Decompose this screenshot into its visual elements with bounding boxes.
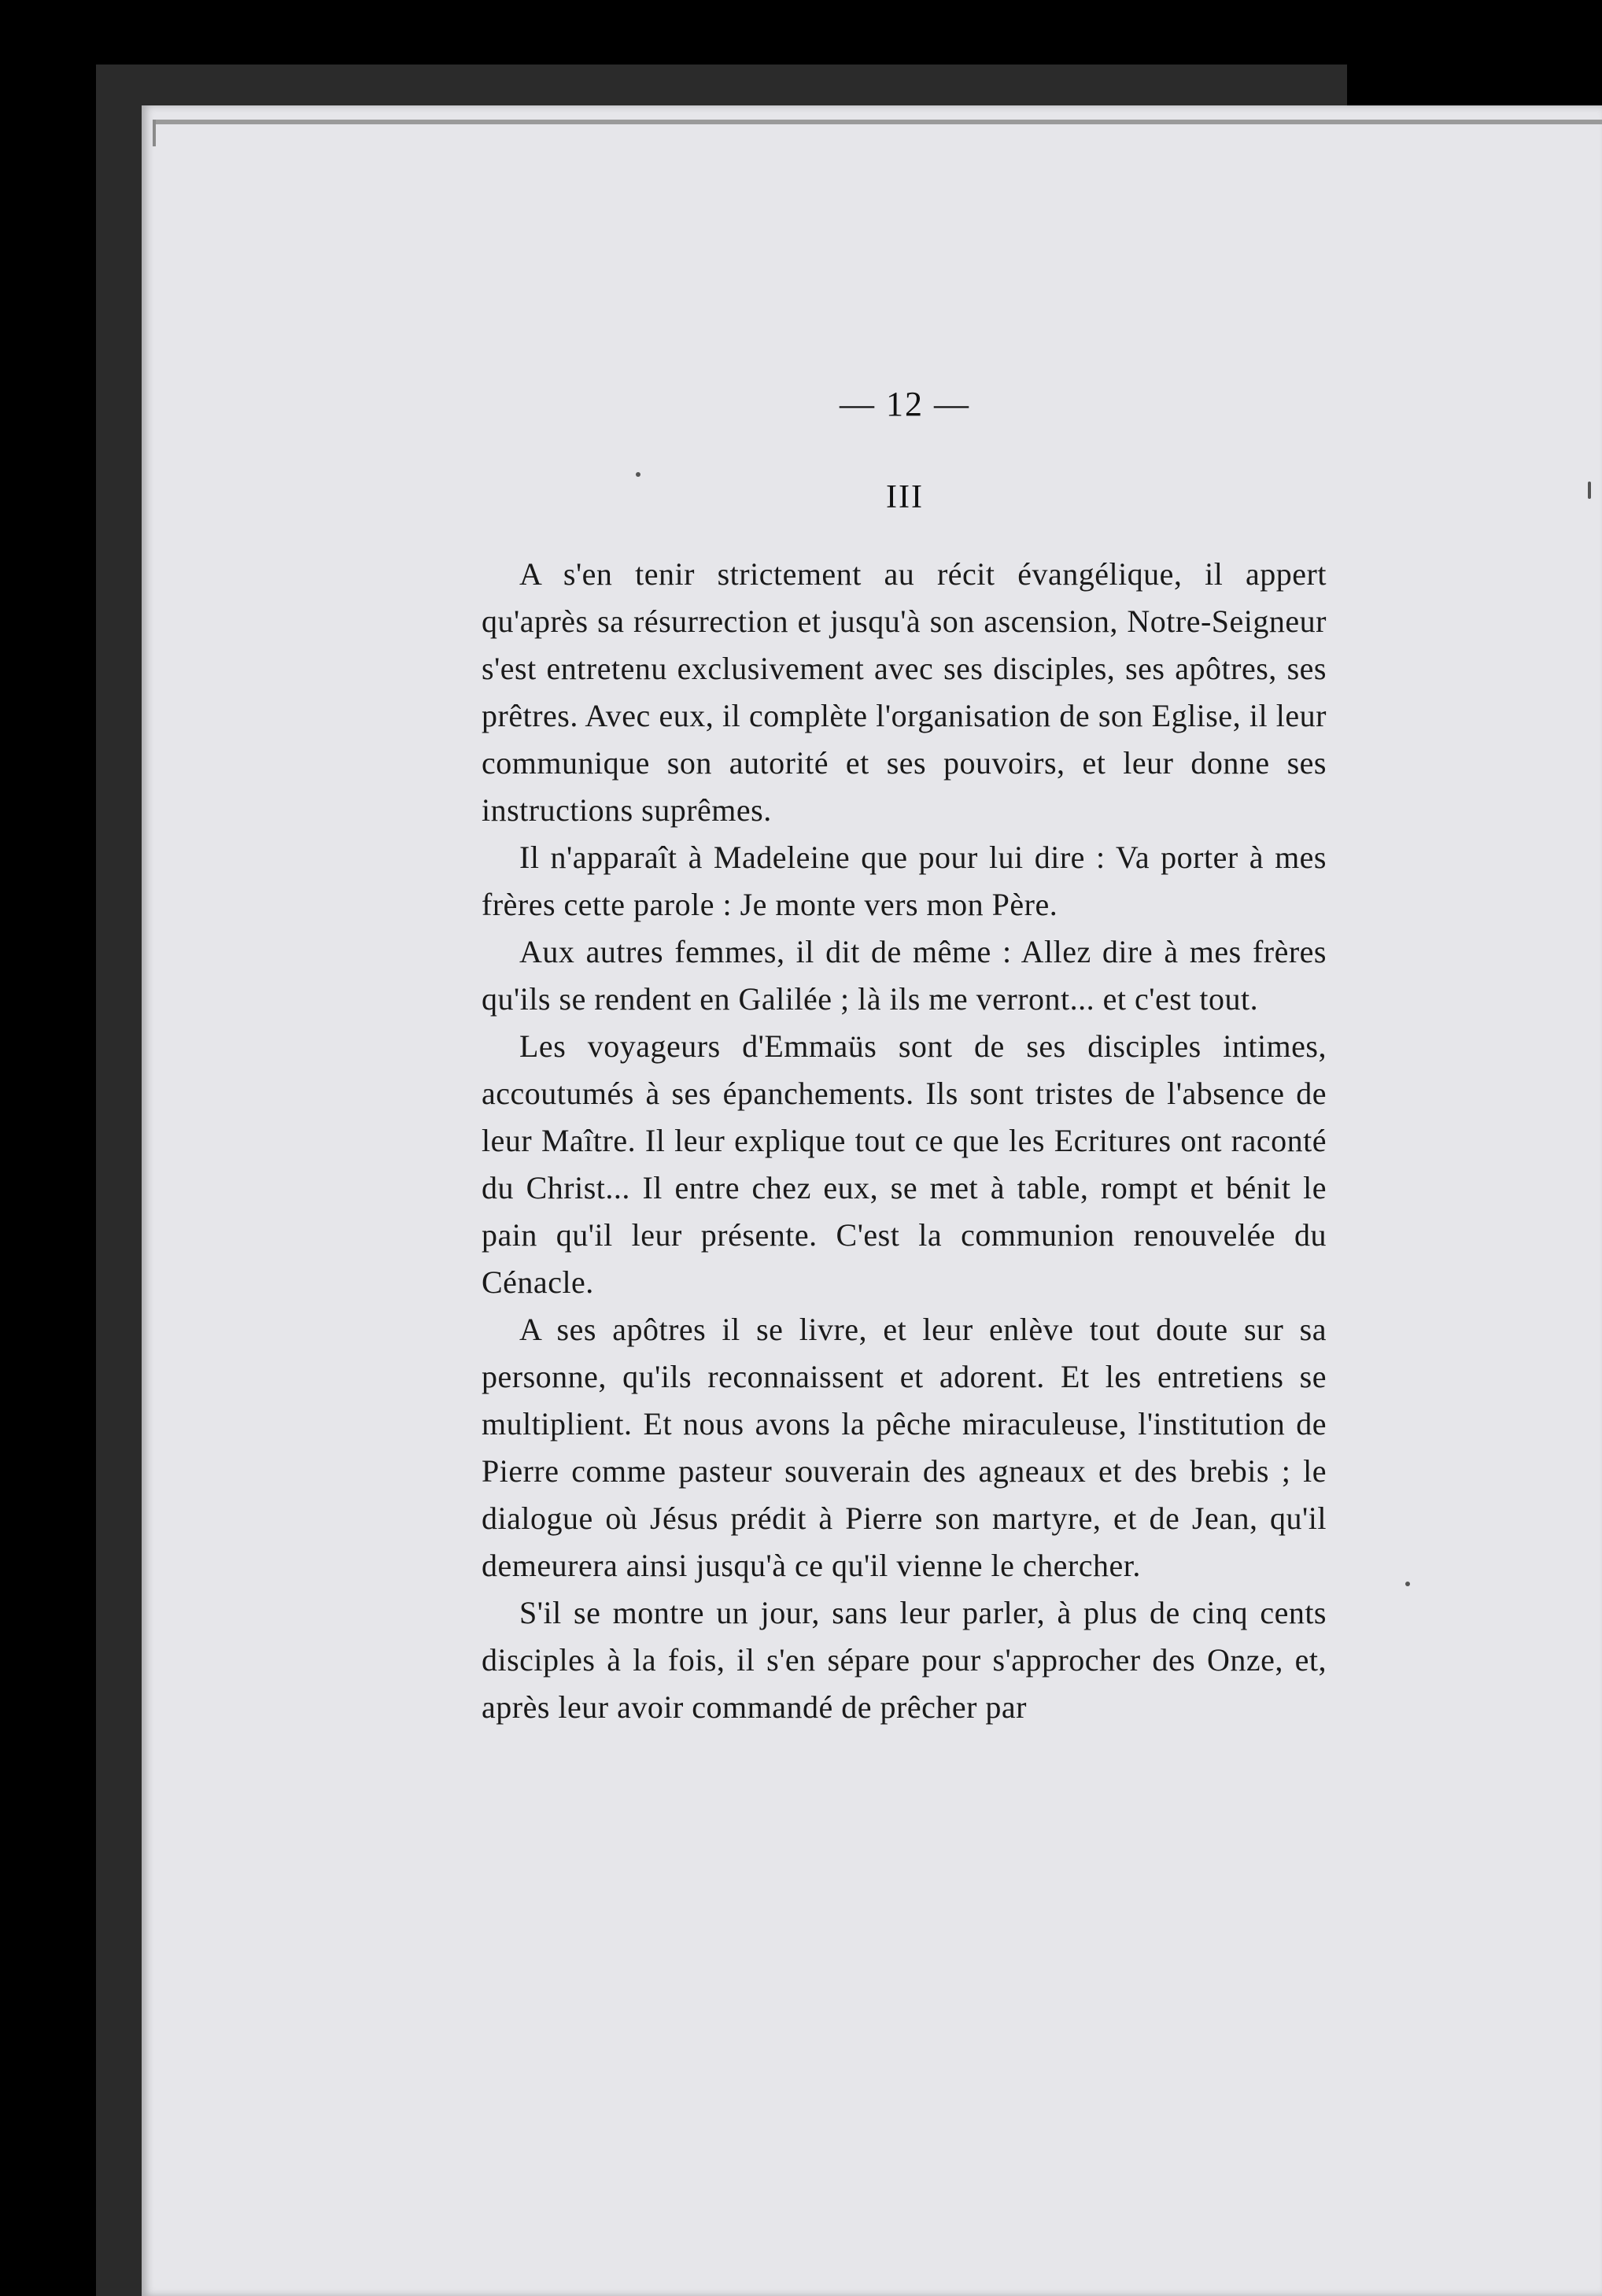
paragraph: Aux autres femmes, il dit de même : Allez dire à mes frères qu'ils se rendent en Galilée ; là ils me verront... et c'est tout. [482,934,1327,1017]
page-number: — 12 — [840,385,970,423]
paragraph: Les voyageurs d'Emmaüs sont de ses disciples intimes, accoutumés à ses épanchements. Ils sont tristes de l'absence de leur Maître. Il leur explique tout ce que les Ecritures ont raconté du Christ... Il entre chez eux, se met à table, rompt et bénit le pain qu'il leur présente. C'est la communion renouvelée du Cénacle. [482,1028,1327,1300]
section-heading: III [886,479,924,515]
page-top-edge [153,120,1602,124]
dust-speck [636,472,640,477]
paragraph: S'il se montre un jour, sans leur parler, à plus de cinq cents disciples à la fois, il s'en sépare pour s'approcher des Onze, et, après leur avoir commandé de prêcher par [482,1595,1327,1725]
paragraph: A s'en tenir strictement au récit évangélique, il appert qu'après sa résurrection et jusqu'à son ascension, Notre-Seigneur s'est entretenu exclusivement avec ses disciples, ses apôtres, ses prêtres. Avec eux, il complète l'organisation de son Eglise, il leur communique son autorité et ses pouvoirs, et leur donne ses instructions suprêmes. [482,556,1327,828]
dust-speck [1405,1582,1410,1586]
dust-speck [1588,482,1591,499]
paragraph: Il n'apparaît à Madeleine que pour lui dire : Va porter à mes frères cette parole : Je monte vers mon Père. [482,840,1327,922]
body-text [482,551,1327,1731]
paragraph: A ses apôtres il se livre, et leur enlève tout doute sur sa personne, qu'ils reconnaissent et adorent. Et les entretiens se multiplient. Et nous avons la pêche miraculeuse, l'institution de Pierre comme pasteur souverain des agneaux et des brebis ; le dialogue où Jésus prédit à Pierre son martyre, et de Jean, qu'il demeurera ainsi jusqu'à ce qu'il vienne le chercher. [482,1312,1327,1583]
page-corner-mark [153,120,156,146]
